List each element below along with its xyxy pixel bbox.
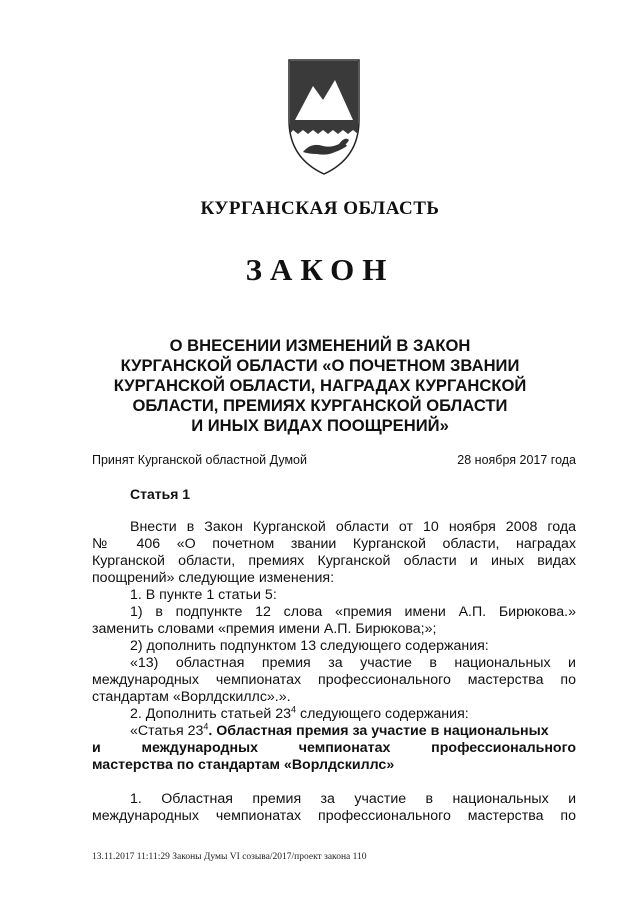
footer-stamp: 13.11.2017 11:11:29 Законы Думы VI созыва/2017/проект закона 110: [92, 852, 367, 862]
law-title: [90, 336, 550, 436]
body-text: 2. Дополнить статьей 23: [130, 706, 292, 722]
body-line: 1) в подпункте 12 слова «премия имени А.П. Бирюкова.»: [130, 604, 576, 620]
body-line: 1. Областная премия за участие в национальных и: [130, 791, 576, 807]
title-line: КУРГАНСКОЙ ОБЛАСТИ, НАГРАДАХ КУРГАНСКОЙ: [113, 376, 527, 395]
body-line: поощрений» следующие изменения:: [92, 570, 335, 586]
body-line: [92, 723, 576, 740]
region-name: КУРГАНСКАЯ ОБЛАСТЬ: [200, 198, 440, 219]
article-heading: Статья 1: [130, 486, 191, 502]
body-line: международных чемпионатах профессионального мастерства по: [92, 672, 576, 688]
adopted-by: Принят Курганской областной Думой: [92, 453, 307, 467]
body-line: [92, 706, 576, 723]
body-line: 2) дополнить подпунктом 13 следующего содержания:: [130, 638, 489, 654]
title-line: КУРГАНСКОЙ ОБЛАСТИ «О ПОЧЕТНОМ ЗВАНИИ: [120, 356, 520, 375]
coat-of-arms-emblem: [287, 58, 361, 176]
article-body: [92, 519, 576, 825]
document-type: ЗАКОН: [245, 252, 395, 287]
title-line: И ИНЫХ ВИДАХ ПООЩРЕНИЙ»: [191, 416, 449, 435]
adoption-line: [92, 453, 576, 467]
body-line: Внести в Закон Курганской области от 10 ноября 2008 года: [130, 519, 576, 535]
body-text: следующего содержания:: [296, 706, 469, 722]
title-line: ОБЛАСТИ, ПРЕМИЯХ КУРГАНСКОЙ ОБЛАСТИ: [132, 396, 508, 415]
body-line: № 406 «О почетном звании Курганской области, наградах: [92, 536, 576, 552]
body-line: 1. В пункте 1 статьи 5:: [130, 587, 277, 603]
body-line: и международных чемпионатах профессионального: [92, 740, 576, 756]
body-line: Курганской области, премиях Курганской области и иных видах: [92, 553, 576, 569]
body-line: стандартам «Ворлдскиллс».».: [92, 689, 291, 705]
body-line: заменить словами «премия имени А.П. Бирюкова;»;: [92, 621, 437, 637]
title-line: О ВНЕСЕНИИ ИЗМЕНЕНИЙ В ЗАКОН: [169, 336, 471, 355]
body-line: «13) областная премия за участие в национальных и: [130, 655, 576, 671]
body-line: международных чемпионатах профессионального мастерства по: [92, 808, 576, 824]
body-text-bold: . Областная премия за участие в национальных: [208, 723, 549, 739]
body-line: мастерства по стандартам «Ворлдскиллс»: [92, 757, 395, 773]
body-text: «Статья 23: [130, 723, 204, 739]
superscript: 4: [291, 704, 297, 715]
superscript: 4: [203, 721, 209, 732]
adoption-date: 28 ноября 2017 года: [457, 453, 576, 467]
